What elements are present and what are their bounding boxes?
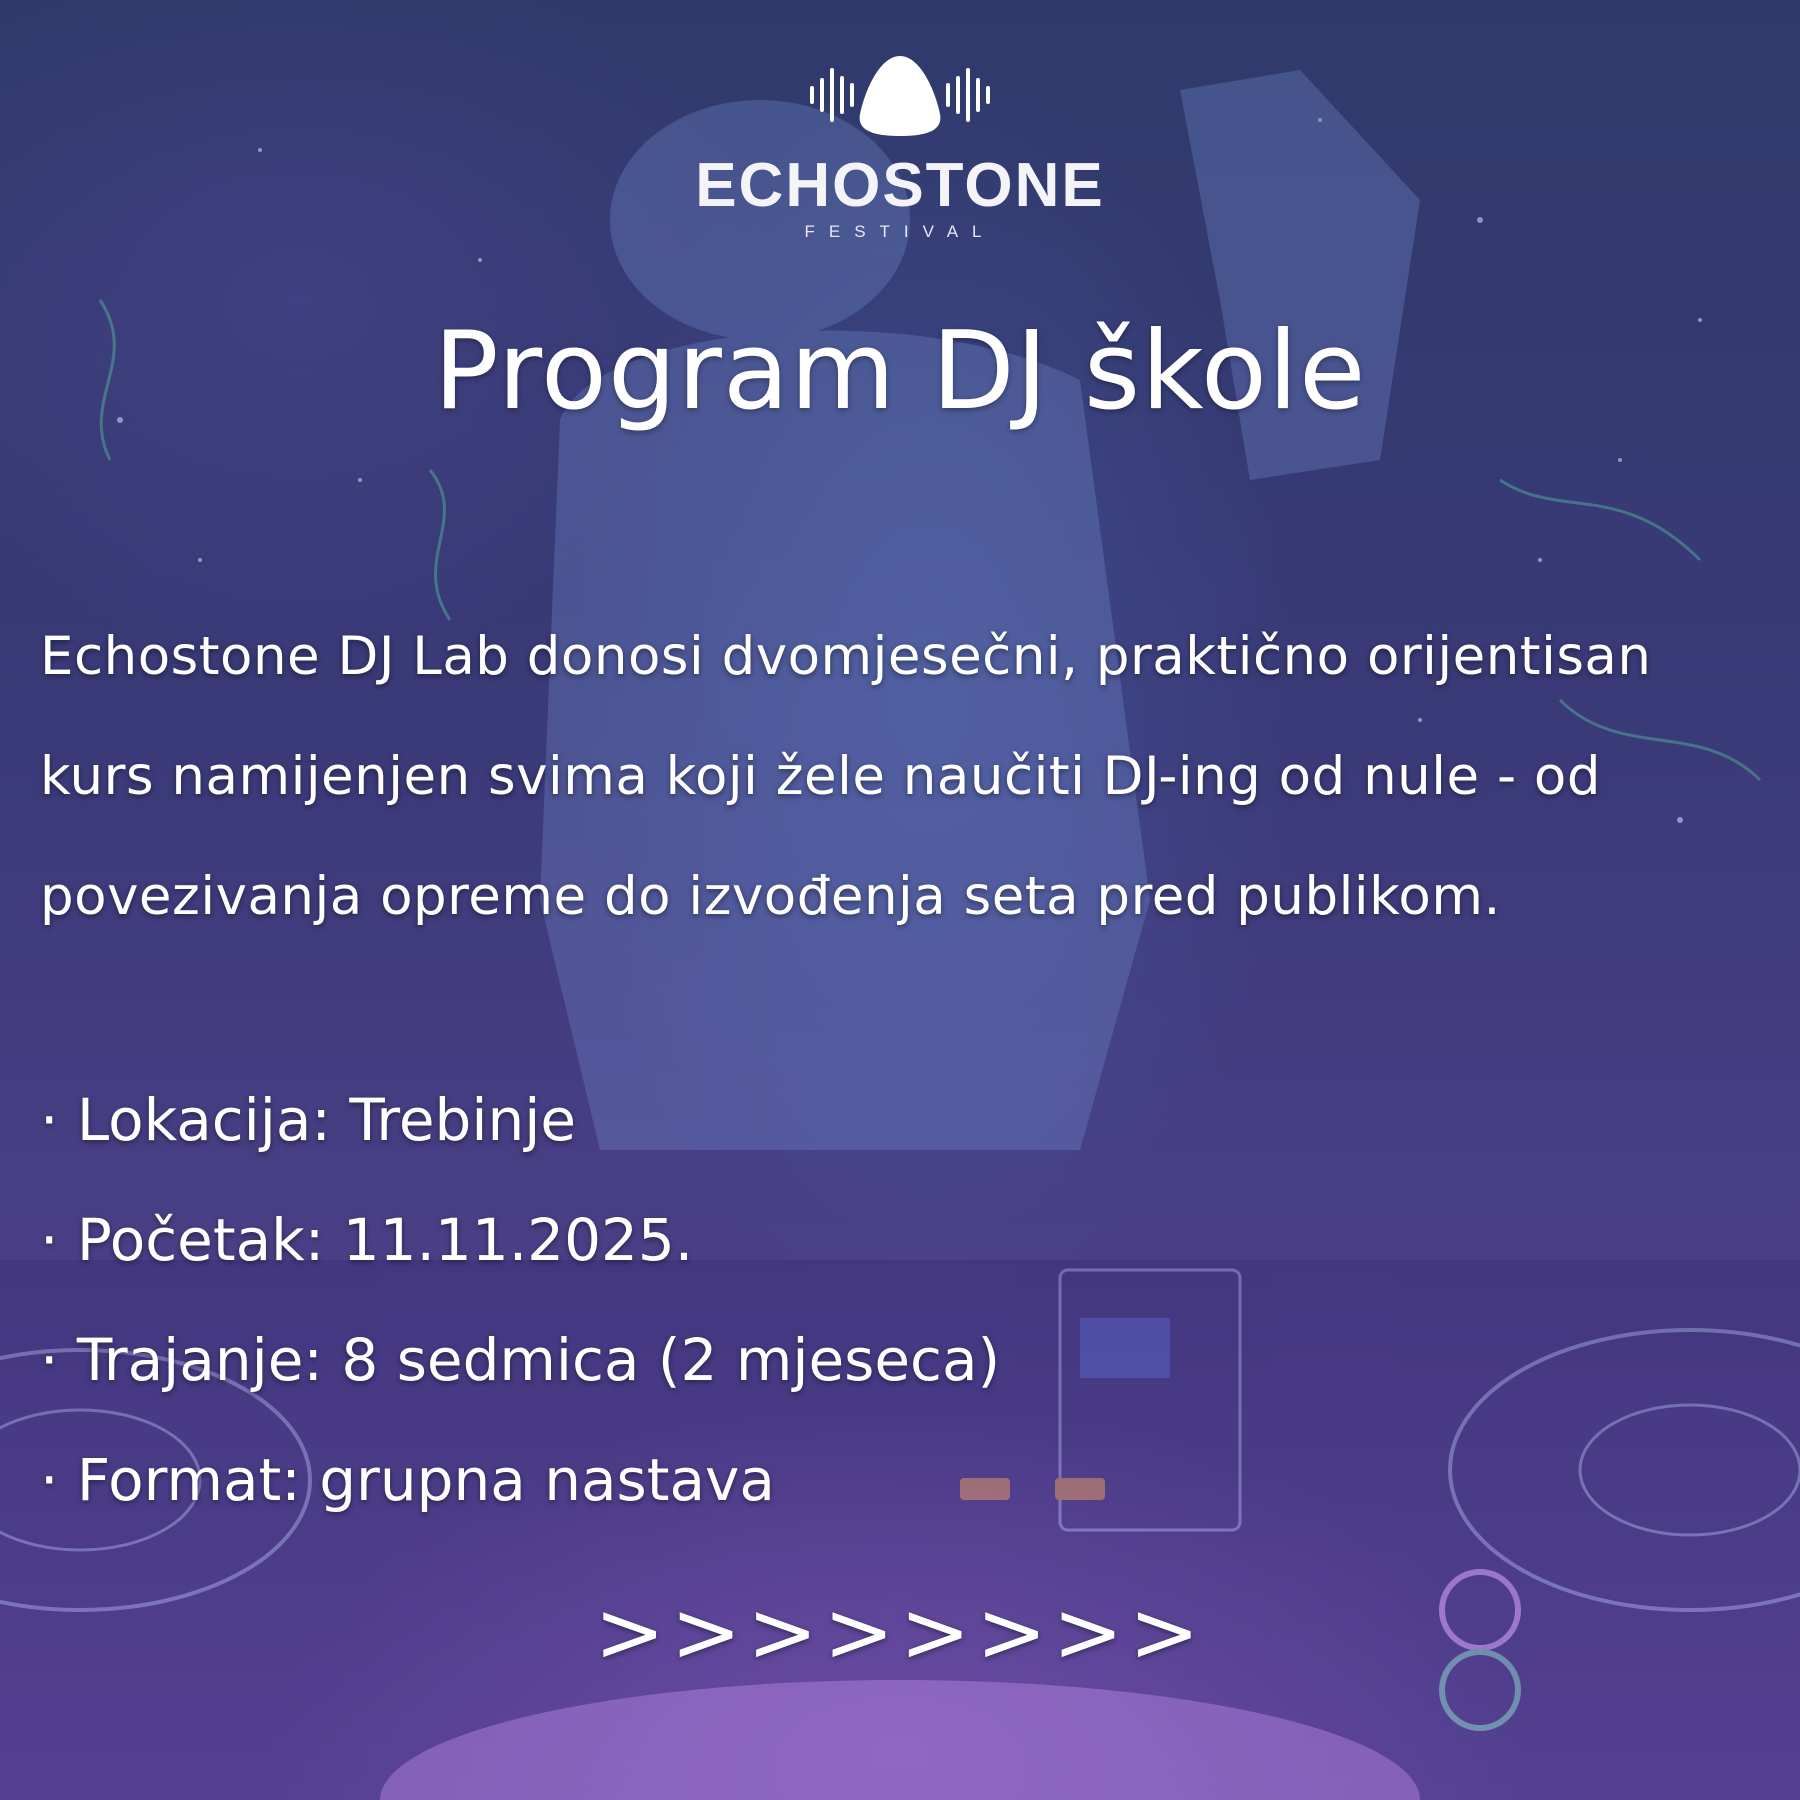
course-details-list [40,1060,1780,1540]
logo-subtitle: FESTIVAL [804,222,996,241]
course-description: Echostone DJ Lab donosi dvomjesečni, praktično orijentisan kurs namijenjen svima koji žele naučiti DJ-ing od nule - od povezivanja opreme do izvođenja seta pred publikom. [40,626,1652,927]
detail-location: · Lokacija: Trebinje [40,1086,577,1154]
logo-name: ECHOSTONE [695,151,1105,220]
detail-start-date: · Početak: 11.11.2025. [40,1206,694,1274]
page-title: Program DJ škole [433,309,1367,434]
next-arrows: >>>>>>>> [594,1583,1206,1681]
stone-soundwave-icon [800,50,1000,140]
festival-logo [640,50,1160,240]
detail-duration: · Trajanje: 8 sedmica (2 mjeseca) [40,1326,1001,1394]
detail-format: · Format: grupna nastava [40,1446,775,1514]
